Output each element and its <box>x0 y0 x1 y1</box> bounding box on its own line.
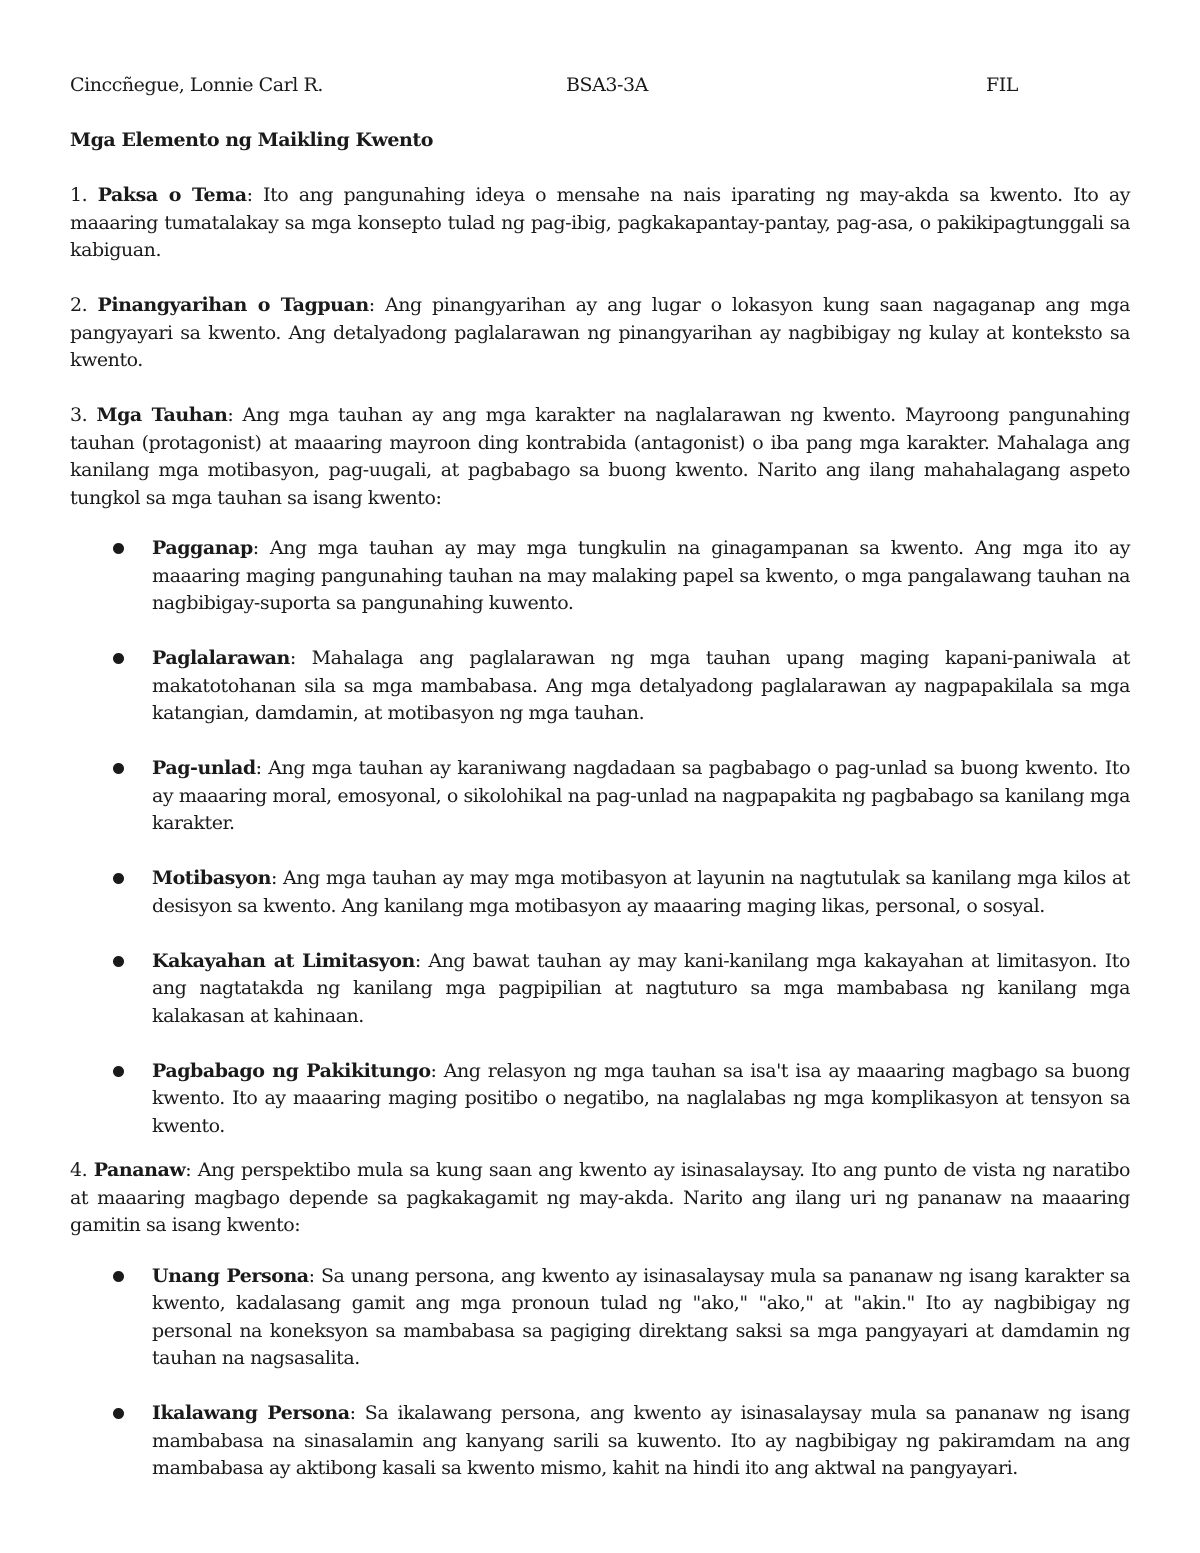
bullet-text: : Sa ikalawang persona, ang kwento ay isinasalaysay mula sa pananaw ng isang mambabasa na sinasalamin ang kanyang sarili sa kuwento. Ito ay nagbibigay ng pakiramdam na ang mambabasa ay aktibong kasali sa kwento mismo, kahit na hindi ito ang aktwal na pangyayari. <box>152 1402 1130 1479</box>
section-paksa-o-tema <box>70 182 1130 265</box>
list-item <box>152 865 1130 920</box>
list-item <box>152 535 1130 618</box>
document-page <box>70 72 1130 1510</box>
bullet-text: : Ang mga tauhan ay may mga motibasyon at layunin na nagtutulak sa kanilang mga kilos at desisyon sa kwento. Ang kanilang mga motibasyon ay maaaring maging likas, personal, o sosyal. <box>152 867 1130 917</box>
section-number: 4. <box>70 1159 88 1181</box>
bullet-text: : Sa unang persona, ang kwento ay isinasalaysay mula sa pananaw ng isang karakter sa kwento, kadalasang gamit ang mga pronoun tulad ng "ako," "ako," at "akin." Ito ay nagbibigay ng personal na koneksyon sa mambabasa sa pagiging direktang saksi sa mga pangyayari at damdamin ng tauhan na nagsasalita. <box>152 1264 1130 1369</box>
bullet-term: Unang Persona <box>152 1264 309 1287</box>
bullet-icon <box>113 653 124 664</box>
section-mga-tauhan <box>70 402 1130 512</box>
list-item <box>152 948 1130 1031</box>
subject-code: FIL <box>986 74 1018 96</box>
section-number: 3. <box>70 404 88 426</box>
section-number: 2. <box>70 294 88 316</box>
bullet-text: : Mahalaga ang paglalarawan ng mga tauhan upang maging kapani-paniwala at makatotohanan sila sa mga mambabasa. Ang mga detalyadong paglalarawan ay nagpapakilala sa mga katangian, damdamin, at motibasyon ng mga tauhan. <box>152 647 1130 724</box>
pananaw-type-list <box>70 1263 1130 1483</box>
student-section: BSA3-3A <box>566 74 648 96</box>
bullet-icon <box>113 543 124 554</box>
bullet-term: Pagbabago ng Pakikitungo <box>152 1059 431 1082</box>
bullet-term: Pagganap <box>152 537 253 559</box>
bullet-icon <box>113 1408 124 1419</box>
list-item <box>152 1058 1130 1141</box>
section-term: Pananaw <box>93 1159 186 1181</box>
bullet-icon <box>113 763 124 774</box>
section-term: Pinangyarihan o Tagpuan <box>97 294 369 316</box>
bullet-term: Ikalawang Persona <box>152 1402 350 1424</box>
bullet-term: Motibasyon <box>152 867 272 889</box>
student-name: Cinccñegue, Lonnie Carl R. <box>70 74 323 96</box>
section-text: : Ito ang pangunahing ideya o mensahe na nais iparating ng may-akda sa kwento. Ito ay maaaring tumatalakay sa mga konsepto tulad ng pag-ibig, pagkakapantay-pantay, pag-asa, o pakikipagtunggali sa kabiguan. <box>70 184 1130 261</box>
bullet-text: : Ang mga tauhan ay karaniwang nagdadaan sa pagbabago o pag-unlad sa buong kwento. Ito ay maaaring moral, emosyonal, o sikolohikal na pag-unlad na nagpapakita ng pagbabago sa kanilang mga karakter. <box>152 757 1130 834</box>
section-number: 1. <box>70 184 88 206</box>
bullet-icon <box>113 873 124 884</box>
section-text: : Ang perspektibo mula sa kung saan ang kwento ay isinasalaysay. Ito ang punto de vista ng naratibo at maaaring magbago depende sa pagkakagamit ng may-akda. Narito ang ilang uri ng pananaw na maaaring gamitin sa isang kwento: <box>70 1159 1130 1236</box>
section-text: : Ang pinangyarihan ay ang lugar o lokasyon kung saan nagaganap ang mga pangyayari sa kwento. Ang detalyadong paglalarawan ng pinangyarihan ay nagbibigay ng kulay at konteksto sa kwento. <box>70 294 1130 371</box>
list-item <box>152 1263 1130 1373</box>
section-term: Mga Tauhan <box>96 404 228 426</box>
bullet-icon <box>113 956 124 967</box>
bullet-icon <box>113 1066 124 1077</box>
bullet-text: : Ang bawat tauhan ay may kani-kanilang mga kakayahan at limitasyon. Ito ang nagtatakda ng kanilang mga pagpipilian at nagtuturo sa mga mambabasa ng kanilang mga kalakasan at kahinaan. <box>152 949 1130 1027</box>
section-pinangyarihan <box>70 292 1130 375</box>
bullet-text: : Ang mga tauhan ay may mga tungkulin na ginagampanan sa kwento. Ang mga ito ay maaaring maging pangunahing tauhan na may malaking papel sa kwento, o mga pangalawang tauhan na nagbibigay-suporta sa pangunahing kuwento. <box>152 537 1130 614</box>
list-item <box>152 755 1130 838</box>
bullet-term: Kakayahan at Limitasyon <box>152 949 415 972</box>
document-header <box>70 72 1130 100</box>
bullet-term: Paglalarawan <box>152 647 290 669</box>
section-term: Paksa o Tema <box>97 184 247 206</box>
list-item <box>152 645 1130 728</box>
section-pananaw <box>70 1157 1130 1240</box>
bullet-text: : Ang relasyon ng mga tauhan sa isa't isa ay maaaring magbago sa buong kwento. Ito ay maaaring maging positibo o negatibo, na naglalabas ng mga komplikasyon at tensyon sa kwento. <box>152 1059 1130 1137</box>
document-title: Mga Elemento ng Maikling Kwento <box>70 129 433 151</box>
bullet-term: Pag-unlad <box>152 757 256 779</box>
section-text: : Ang mga tauhan ay ang mga karakter na naglalarawan ng kwento. Mayroong pangunahing tauhan (protagonist) at maaaring mayroon ding kontrabida (antagonist) o iba pang mga karakter. Mahalaga ang kanilang mga motibasyon, pag-uugali, at pagbabago sa buong kwento. Narito ang ilang mahahalagang aspeto tungkol sa mga tauhan sa isang kwento: <box>70 404 1130 509</box>
list-item <box>152 1400 1130 1483</box>
bullet-icon <box>113 1271 124 1282</box>
tauhan-aspect-list <box>70 535 1130 1140</box>
